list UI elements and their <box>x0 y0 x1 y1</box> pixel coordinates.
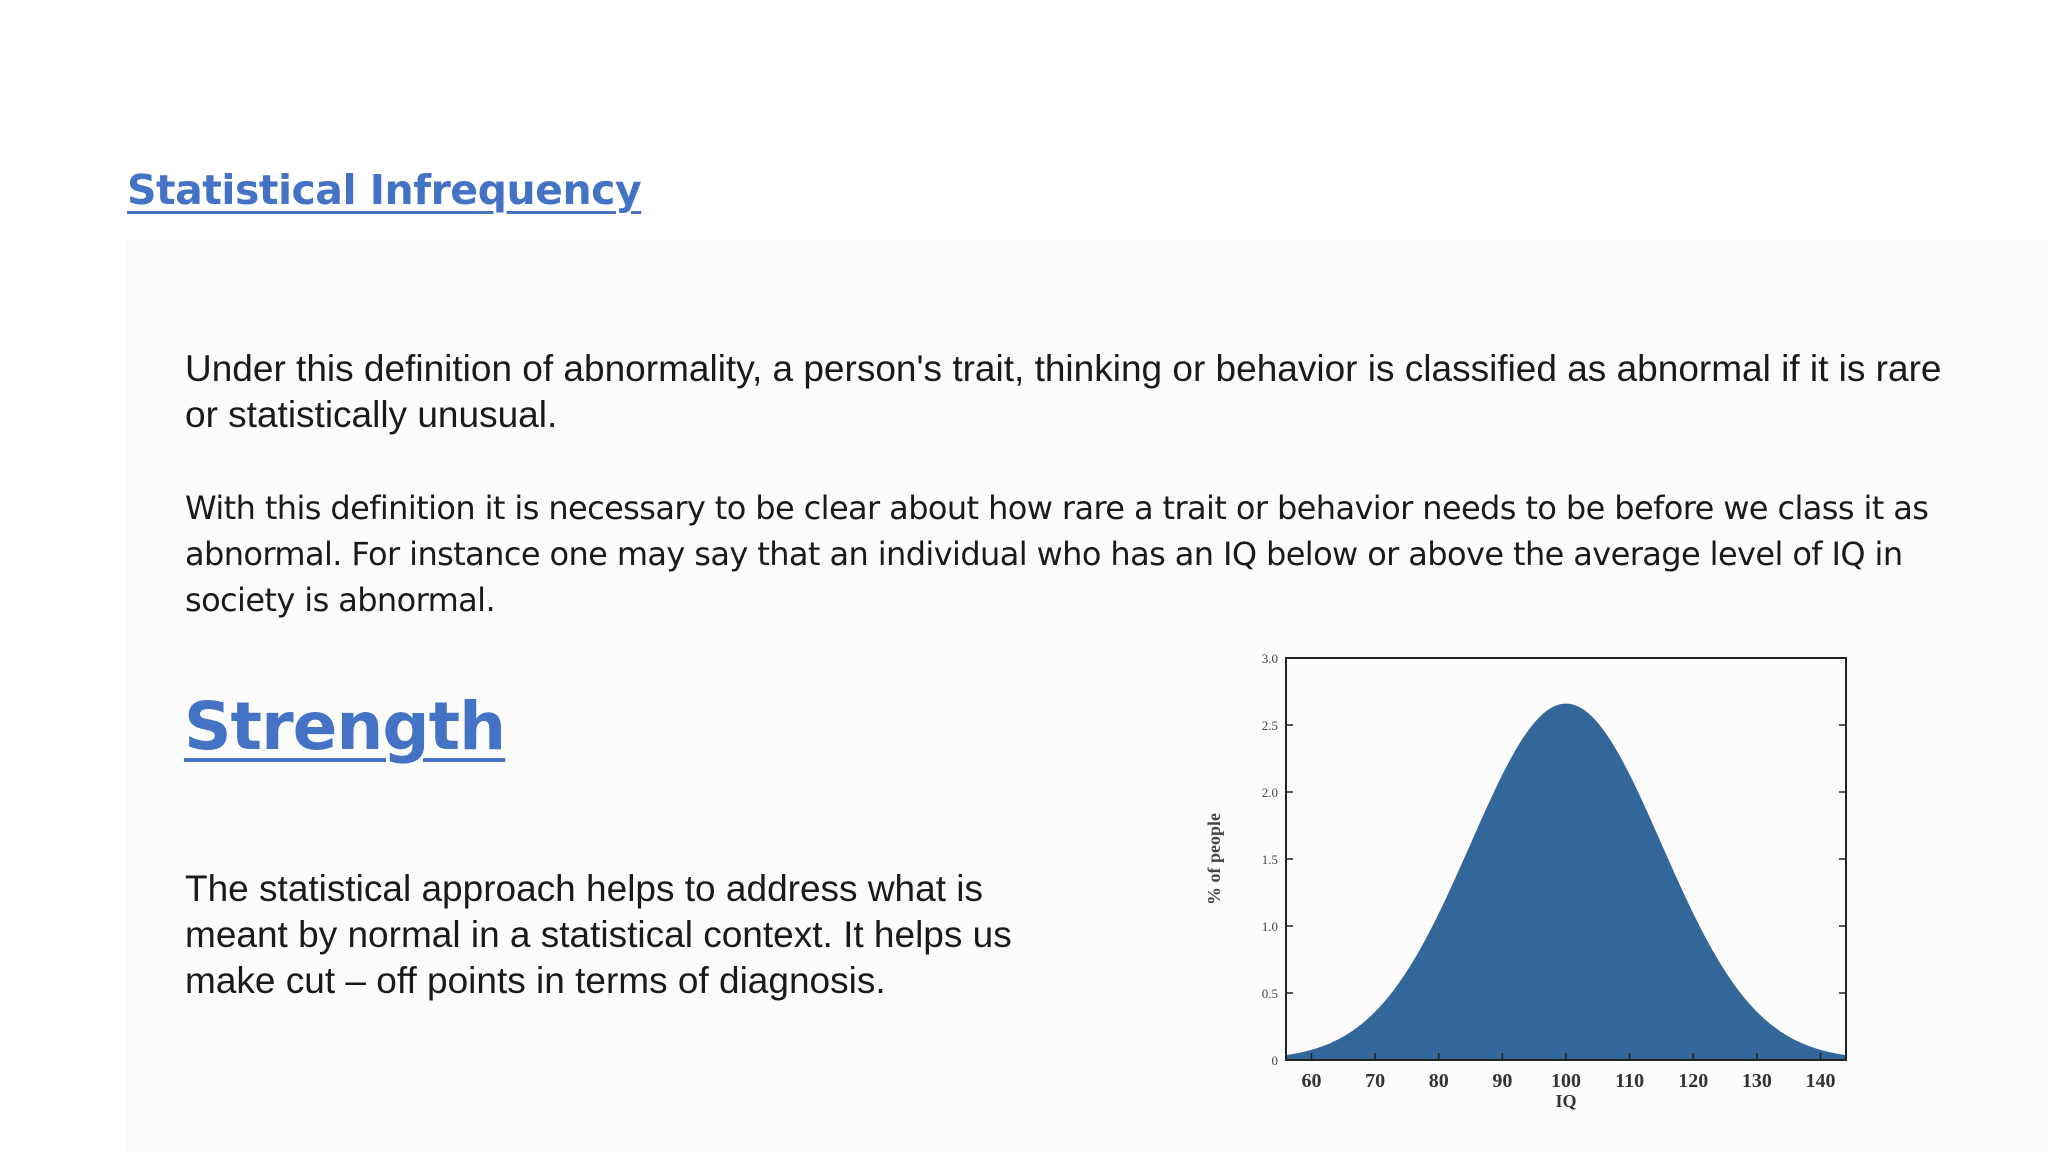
x-tick-label: 110 <box>1615 1070 1645 1092</box>
strength-paragraph: The statistical approach helps to address what is meant by normal in a statistical context. It helps us make cut – off points in terms of diagnosis. <box>185 868 1012 1001</box>
x-tick-label: 100 <box>1551 1070 1581 1092</box>
y-axis-label: % of people <box>1204 813 1224 905</box>
iq-distribution-chart <box>1200 640 1880 1120</box>
distribution-area <box>1286 704 1846 1060</box>
y-tick-label: 2.5 <box>1261 718 1278 733</box>
x-tick-label: 90 <box>1492 1070 1513 1092</box>
chart-svg <box>1200 640 1880 1120</box>
y-tick-label: 2.0 <box>1261 785 1278 800</box>
x-axis-label: IQ <box>1555 1091 1577 1111</box>
x-tick-label: 60 <box>1301 1070 1322 1092</box>
y-tick-label: 0.5 <box>1261 986 1278 1001</box>
y-tick-label: 0 <box>1271 1053 1278 1068</box>
x-tick-label: 80 <box>1428 1070 1449 1092</box>
x-tick-label: 70 <box>1365 1070 1386 1092</box>
x-tick-label: 120 <box>1678 1070 1709 1092</box>
strength-heading: Strength <box>184 688 506 765</box>
y-tick-label: 3.0 <box>1261 651 1278 666</box>
rarity-paragraph: With this definition it is necessary to be clear about how rare a trait or behavior needs to be before we class it as abnormal. For instance one may say that an individual who has an IQ below or above the average level of IQ in society is abnormal. <box>185 489 1929 619</box>
definition-paragraph: Under this definition of abnormality, a person's trait, thinking or behavior is classified as abnormal if it is rare or statistically unusual. <box>185 348 1942 435</box>
x-tick-label: 140 <box>1805 1070 1836 1092</box>
x-tick-label: 130 <box>1741 1070 1772 1092</box>
y-tick-label: 1.5 <box>1261 852 1278 867</box>
y-tick-label: 1.0 <box>1261 919 1278 934</box>
slide-heading: Statistical Infrequency <box>127 166 642 214</box>
